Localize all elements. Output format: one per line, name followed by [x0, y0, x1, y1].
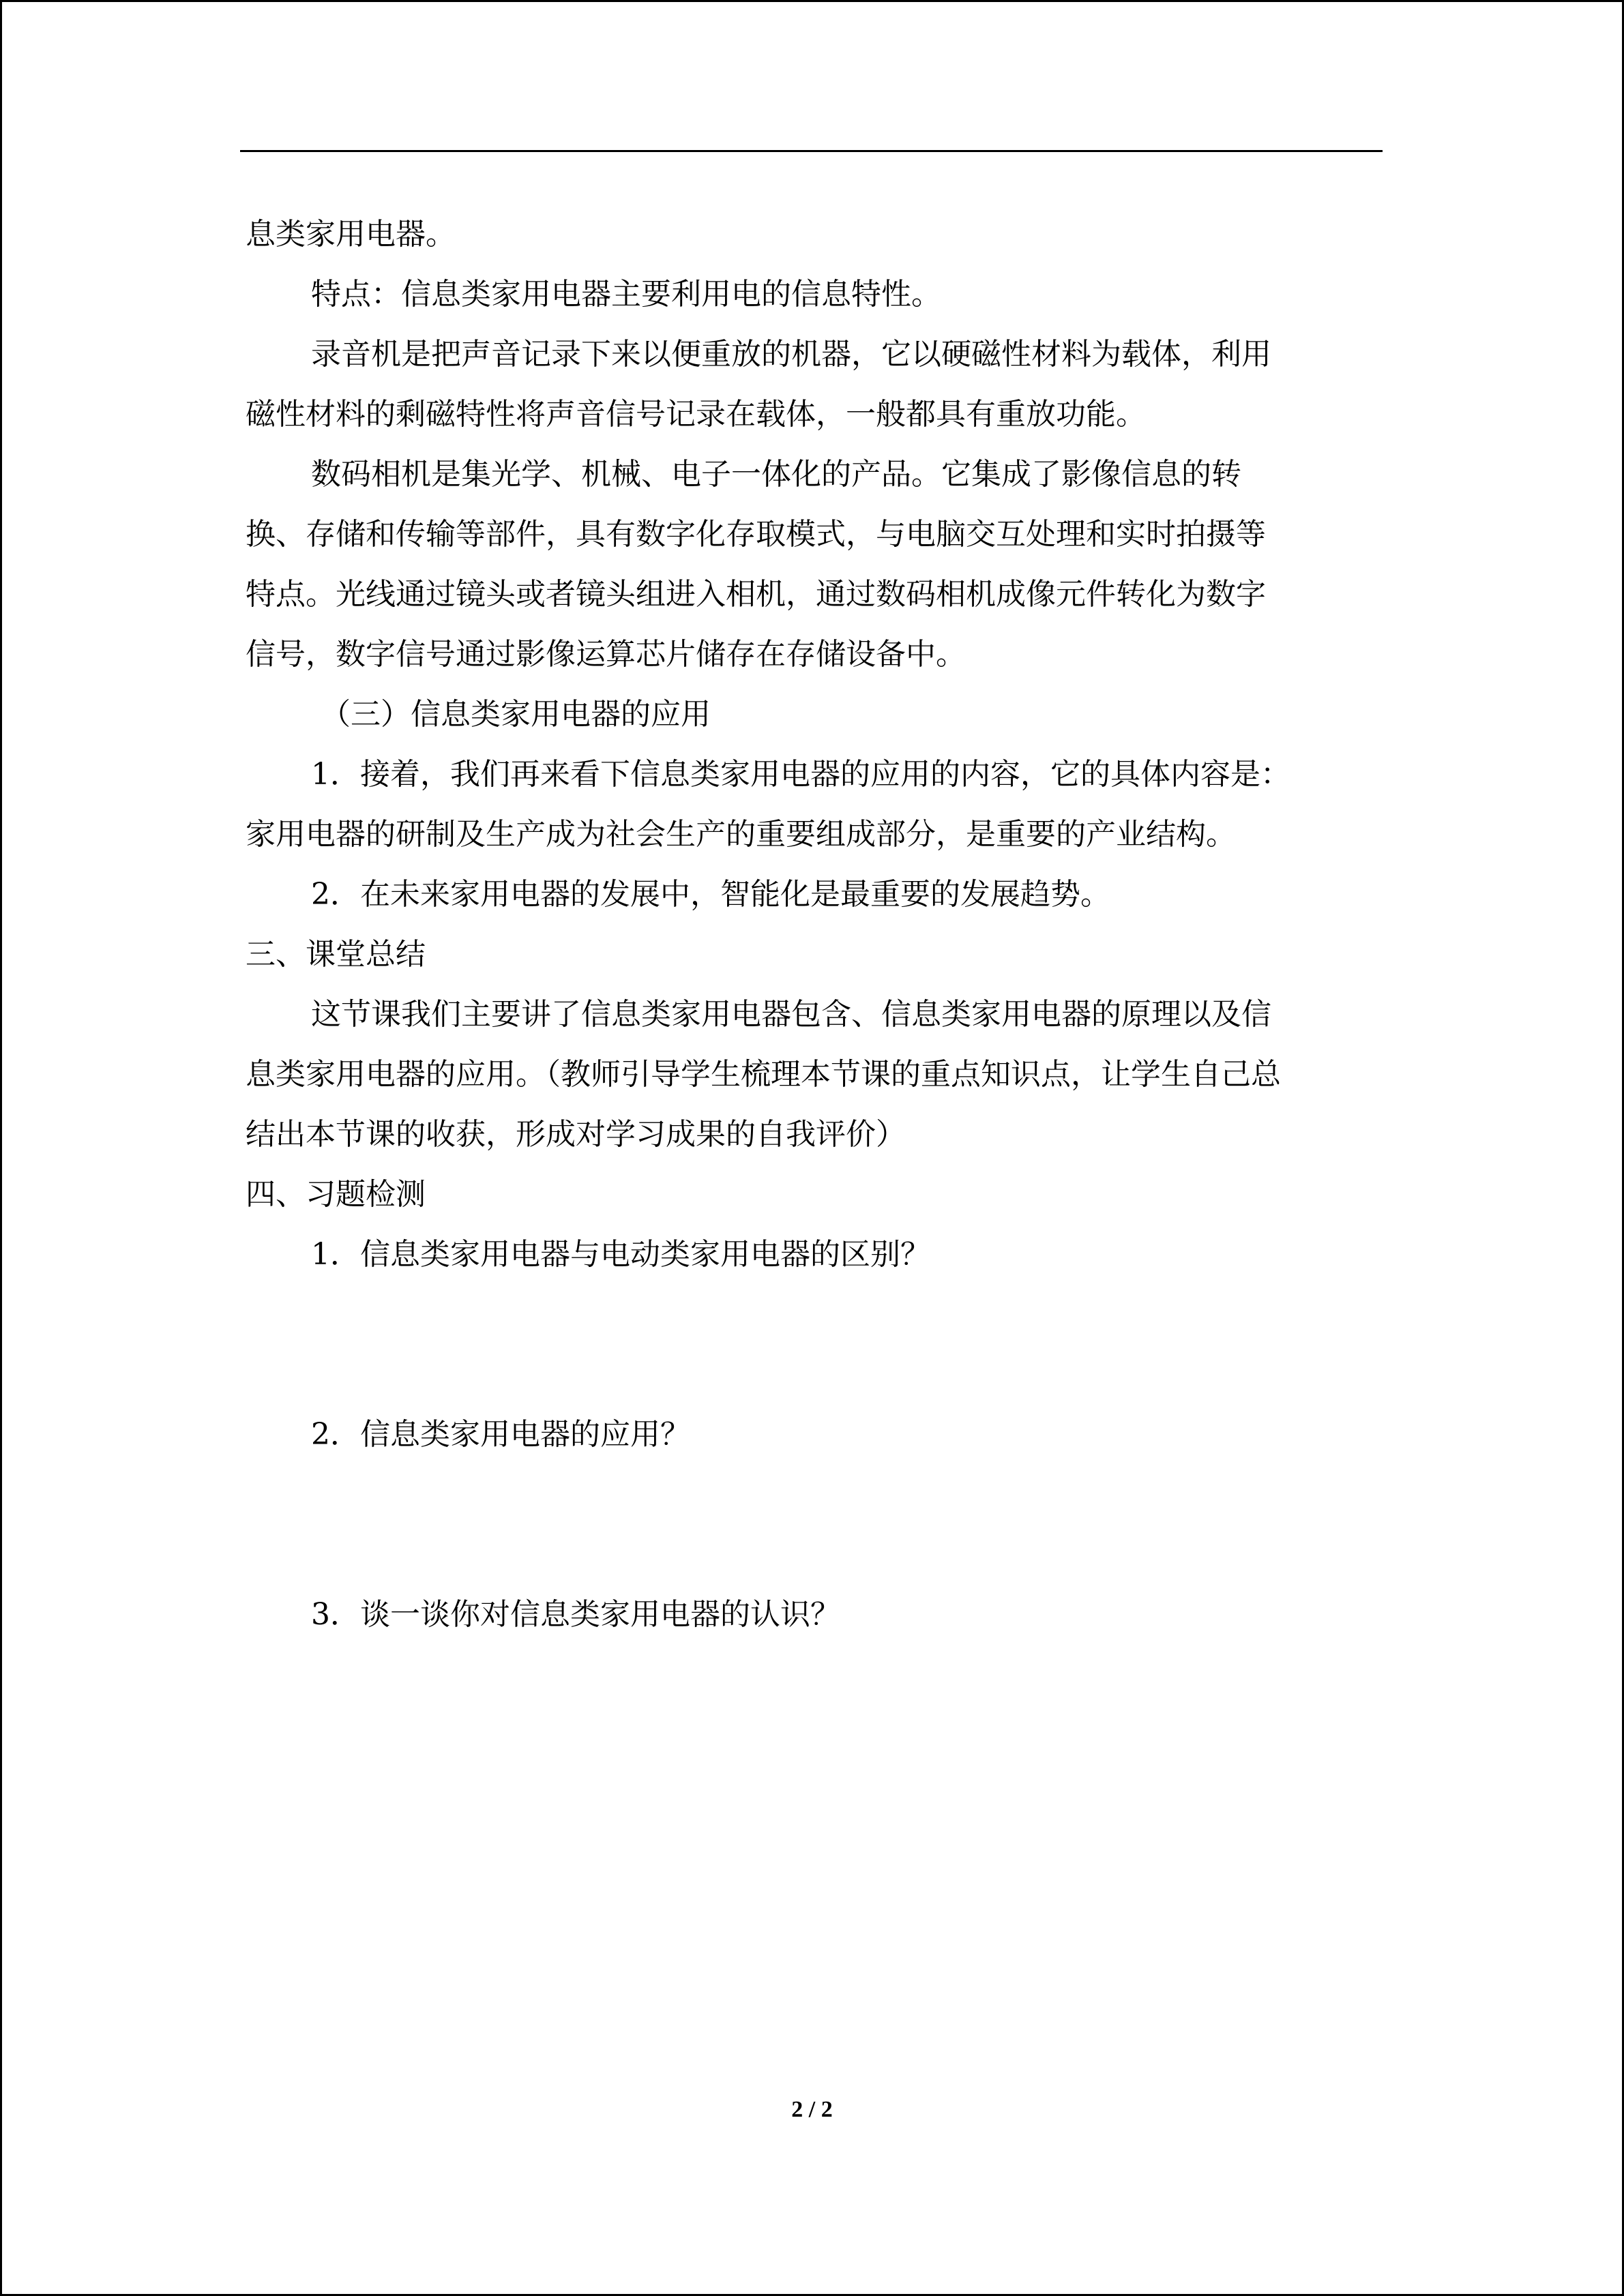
- paragraph-line: 2．在未来家用电器的发展中，智能化是最重要的发展趋势。: [311, 877, 1110, 912]
- exercise-question: 3．谈一谈你对信息类家用电器的认识？: [311, 1597, 840, 1632]
- section-heading: 三、课堂总结: [246, 937, 426, 972]
- paragraph-line: 数码相机是集光学、机械、电子一体化的产品。它集成了影像信息的转: [311, 457, 1241, 492]
- paragraph-line: 这节课我们主要讲了信息类家用电器包含、信息类家用电器的原理以及信: [311, 997, 1271, 1032]
- section-heading: 四、习题检测: [246, 1177, 426, 1212]
- section-heading: （三）信息类家用电器的应用: [321, 697, 711, 732]
- page-number: 2 / 2: [791, 2097, 833, 2122]
- paragraph-line: 家用电器的研制及生产成为社会生产的重要组成部分，是重要的产业结构。: [246, 817, 1236, 852]
- paragraph-line: 结出本节课的收获，形成对学习成果的自我评价）: [246, 1117, 906, 1152]
- paragraph-line: 录音机是把声音记录下来以便重放的机器，它以硬磁性材料为载体，利用: [311, 337, 1271, 372]
- paragraph-line: 息类家用电器的应用。（教师引导学生梳理本节课的重点知识点，让学生自己总: [246, 1057, 1281, 1092]
- exercise-question: 2．信息类家用电器的应用？: [311, 1417, 690, 1452]
- paragraph-line: 信号，数字信号通过影像运算芯片储存在存储设备中。: [246, 637, 966, 672]
- exercise-question: 1．信息类家用电器与电动类家用电器的区别？: [311, 1237, 930, 1272]
- paragraph-line: 特点：信息类家用电器主要利用电的信息特性。: [311, 277, 941, 312]
- header-rule: [240, 150, 1383, 152]
- paragraph-line: 特点。光线通过镜头或者镜头组进入相机，通过数码相机成像元件转化为数字: [246, 577, 1266, 612]
- document-body: [246, 205, 1378, 1645]
- paragraph-line: 磁性材料的剩磁特性将声音信号记录在载体，一般都具有重放功能。: [246, 397, 1146, 432]
- paragraph-line: 1．接着，我们再来看下信息类家用电器的应用的内容，它的具体内容是：: [311, 757, 1290, 792]
- paragraph-line: 换、存储和传输等部件，具有数字化存取模式，与电脑交互处理和实时拍摄等: [246, 517, 1266, 552]
- paragraph-line: 息类家用电器。: [246, 217, 456, 252]
